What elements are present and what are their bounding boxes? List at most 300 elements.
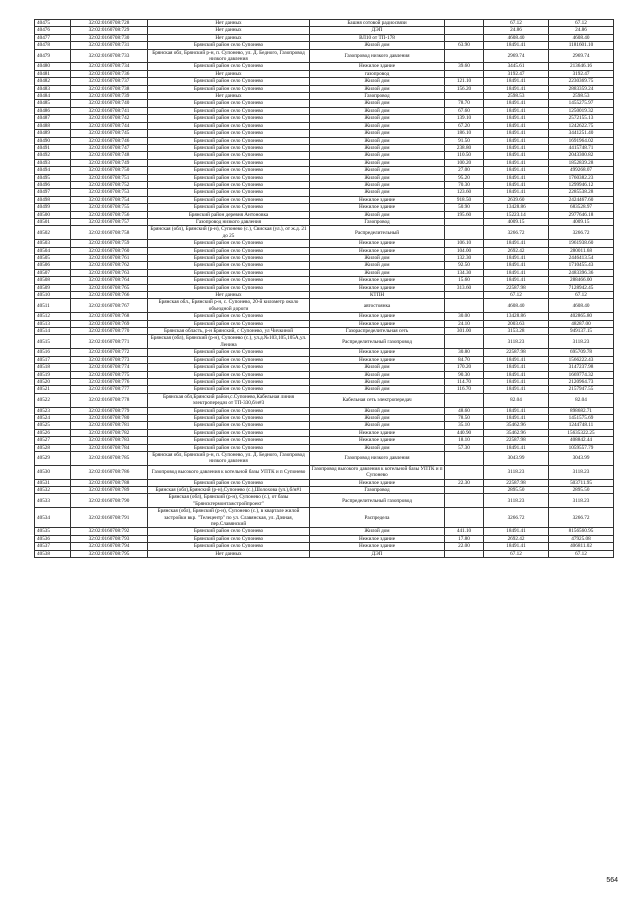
object-type-cell: Нежилое здание <box>310 429 445 436</box>
object-type-cell: Газопровод <box>310 218 445 225</box>
area-cell <box>445 494 484 508</box>
cadastral-value-cell: 1669774.32 <box>549 371 614 378</box>
area-cell <box>445 508 484 528</box>
row-number-cell: 40496 <box>35 181 71 188</box>
cadastral-value-cell: 2043300.82 <box>549 152 614 159</box>
address-cell: Брянский район село Супонево <box>148 284 310 291</box>
address-cell: Брянская (обл), Брянский (р-н), Супонево (с.), в квартале жилой застройки вкр. "Телецентр" по ул. Славянская, ул. Дачная, пер.Славянский <box>148 508 310 528</box>
table-row <box>35 196 614 203</box>
cadastral-number-cell: 32:02:0160708:762 <box>71 262 148 269</box>
unit-value-cell: 3266.72 <box>484 226 549 240</box>
address-cell: Брянский район село Супонево <box>148 85 310 92</box>
table-row <box>35 34 614 41</box>
object-type-cell: Жилой дом <box>310 414 445 421</box>
table-row <box>35 122 614 129</box>
cadastral-value-cell: 1451575.69 <box>549 414 614 421</box>
unit-value-cell: 18491.41 <box>484 130 549 137</box>
row-number-cell: 40502 <box>35 226 71 240</box>
cadastral-value-cell: 288466.00 <box>549 277 614 284</box>
row-number-cell: 40490 <box>35 137 71 144</box>
row-number-cell: 40488 <box>35 122 71 129</box>
object-type-cell: КТПН <box>310 292 445 299</box>
object-type-cell: Жилой дом <box>310 85 445 92</box>
row-number-cell: 40482 <box>35 78 71 85</box>
address-cell: Брянская (обл), Брянский (р-н), Супонево (с.), Свиская (ул.), от ж.д. 21 до 25 <box>148 226 310 240</box>
area-cell: 30.00 <box>445 313 484 320</box>
cadastral-number-cell: 32:02:0160708:775 <box>71 371 148 378</box>
cadastral-number-cell: 32:02:0160708:745 <box>71 130 148 137</box>
row-number-cell: 40480 <box>35 63 71 70</box>
object-type-cell: Жилой дом <box>310 181 445 188</box>
row-number-cell: 40522 <box>35 393 71 407</box>
address-cell: Брянский район село Супонево <box>148 115 310 122</box>
page-number: 564 <box>606 877 618 884</box>
area-cell: 100.20 <box>445 159 484 166</box>
cadastral-number-cell: 32:02:0160708:764 <box>71 277 148 284</box>
address-cell: Брянский район село Супонево <box>148 437 310 444</box>
address-cell: Брянский район село Супонево <box>148 174 310 181</box>
cadastral-value-cell: 1242622.75 <box>549 122 614 129</box>
object-type-cell: ВЛ10 от ТП-178 <box>310 34 445 41</box>
address-cell: Брянский район село Супонево <box>148 444 310 451</box>
cadastral-value-cell: 2483396.36 <box>549 269 614 276</box>
row-number-cell: 40521 <box>35 386 71 393</box>
table-row <box>35 320 614 327</box>
table-row <box>35 444 614 451</box>
unit-value-cell: 18491.41 <box>484 167 549 174</box>
area-cell: 67.20 <box>445 122 484 129</box>
row-number-cell: 40527 <box>35 437 71 444</box>
area-cell: 92.50 <box>445 262 484 269</box>
cadastral-number-cell: 32:02:0160708:731 <box>71 42 148 49</box>
table-row <box>35 292 614 299</box>
row-number-cell: 40504 <box>35 247 71 254</box>
cadastral-value-cell: 898682.71 <box>549 407 614 414</box>
unit-value-cell: 4608.40 <box>484 34 549 41</box>
object-type-cell: Нежилое здание <box>310 349 445 356</box>
cadastral-value-cell: 82.04 <box>549 393 614 407</box>
area-cell: 156.20 <box>445 85 484 92</box>
area-cell: 35.10 <box>445 422 484 429</box>
object-type-cell: Жилой дом <box>310 152 445 159</box>
area-cell: 121.10 <box>445 78 484 85</box>
area-cell <box>445 20 484 27</box>
area-cell <box>445 218 484 225</box>
address-cell: Нет данных <box>148 292 310 299</box>
address-cell: Нет данных <box>148 93 310 100</box>
table-row <box>35 356 614 363</box>
cadastral-value-cell: 1710455.43 <box>549 262 614 269</box>
area-cell: 186.10 <box>445 130 484 137</box>
table-row <box>35 479 614 486</box>
cadastral-number-cell: 32:02:0160708:757 <box>71 218 148 225</box>
cadastral-number-cell: 32:02:0160708:778 <box>71 393 148 407</box>
cadastral-number-cell: 32:02:0160708:786 <box>71 465 148 479</box>
area-cell: 18.10 <box>445 437 484 444</box>
area-cell: 195.60 <box>445 211 484 218</box>
cadastral-value-cell: 2446413.54 <box>549 255 614 262</box>
cadastral-number-cell: 32:02:0160708:773 <box>71 356 148 363</box>
cadastral-number-cell: 32:02:0160708:759 <box>71 240 148 247</box>
cadastral-register-table <box>34 19 614 558</box>
unit-value-cell: 2895.50 <box>484 487 549 494</box>
object-type-cell: Жилой дом <box>310 130 445 137</box>
table-row <box>35 218 614 225</box>
address-cell: Брянский район село Супонево <box>148 528 310 535</box>
unit-value-cell: 2639.60 <box>484 196 549 203</box>
unit-value-cell: 18491.41 <box>484 364 549 371</box>
cadastral-value-cell: 4009.15 <box>549 218 614 225</box>
row-number-cell: 40498 <box>35 196 71 203</box>
table-row <box>35 487 614 494</box>
table-row <box>35 277 614 284</box>
unit-value-cell: 3118.23 <box>484 465 549 479</box>
address-cell: Брянский район село Супонево <box>148 356 310 363</box>
address-cell: Брянский район село Супонево <box>148 167 310 174</box>
cadastral-number-cell: 32:02:0160708:793 <box>71 535 148 542</box>
object-type-cell: Нежилое здание <box>310 196 445 203</box>
row-number-cell: 40531 <box>35 479 71 486</box>
table-row <box>35 20 614 27</box>
table-row <box>35 364 614 371</box>
cadastral-number-cell: 32:02:0160708:771 <box>71 335 148 349</box>
table-row <box>35 181 614 188</box>
area-cell: 15.60 <box>445 277 484 284</box>
address-cell: Брянский район село Супонево <box>148 277 310 284</box>
object-type-cell: Газопровод <box>310 487 445 494</box>
row-number-cell: 40538 <box>35 550 71 557</box>
address-cell: Брянский район село Супонево <box>148 196 310 203</box>
unit-value-cell: 22587.98 <box>484 479 549 486</box>
cadastral-number-cell: 32:02:0160708:791 <box>71 508 148 528</box>
cadastral-value-cell: 280011.68 <box>549 247 614 254</box>
address-cell: Брянский район село Супонево <box>148 204 310 211</box>
table-row <box>35 451 614 465</box>
area-cell <box>445 550 484 557</box>
table-row <box>35 115 614 122</box>
table-row <box>35 407 614 414</box>
row-number-cell: 40518 <box>35 364 71 371</box>
cadastral-value-cell: 2120964.73 <box>549 378 614 385</box>
area-cell: 104.00 <box>445 247 484 254</box>
unit-value-cell: 18491.41 <box>484 444 549 451</box>
row-number-cell: 40494 <box>35 167 71 174</box>
cadastral-value-cell: 47925.08 <box>549 535 614 542</box>
unit-value-cell: 22587.98 <box>484 437 549 444</box>
row-number-cell: 40486 <box>35 107 71 114</box>
unit-value-cell: 18491.41 <box>484 85 549 92</box>
address-cell: Брянский район село Супонево <box>148 63 310 70</box>
object-type-cell: Газопровод <box>310 93 445 100</box>
area-cell: 238.80 <box>445 144 484 151</box>
area-cell <box>445 93 484 100</box>
area-cell: 84.70 <box>445 356 484 363</box>
area-cell: 918.50 <box>445 196 484 203</box>
area-cell <box>445 292 484 299</box>
object-type-cell: Жилой дом <box>310 115 445 122</box>
address-cell: Брянский район село Супонево <box>148 240 310 247</box>
object-type-cell: Газопровод высокого давления к котельной базы УПТК и п Супонево <box>311 465 443 479</box>
address-cell: Брянский район село Супонево <box>148 42 310 49</box>
object-type-cell: Кабельная сеть электропередач <box>310 393 445 407</box>
row-number-cell: 40516 <box>35 349 71 356</box>
row-number-cell: 40530 <box>35 465 71 479</box>
address-cell: Брянский район село Супонево <box>148 386 310 393</box>
unit-value-cell: 18491.41 <box>484 159 549 166</box>
object-type-cell: Жилой дом <box>310 159 445 166</box>
unit-value-cell: 15223.14 <box>484 211 549 218</box>
object-type-cell: Нежилое здание <box>310 543 445 550</box>
table-row <box>35 528 614 535</box>
row-number-cell: 40536 <box>35 535 71 542</box>
cadastral-number-cell: 32:02:0160708:754 <box>71 196 148 203</box>
address-cell: Брянский район деревня Антоновка <box>148 211 310 218</box>
cadastral-value-cell: 1250019.32 <box>549 107 614 114</box>
address-cell: Брянский район село Супонево <box>148 407 310 414</box>
unit-value-cell: 3192.47 <box>484 70 549 77</box>
address-cell: Нет данных <box>148 34 310 41</box>
unit-value-cell: 18491.41 <box>484 152 549 159</box>
address-cell: Брянская обл., Брянский р-н, с. Супонево, 20-й километр около объездной дороги <box>148 299 310 313</box>
cadastral-number-cell: 32:02:0160708:763 <box>71 269 148 276</box>
address-cell: Брянский район село Супонево <box>148 255 310 262</box>
unit-value-cell: 18491.41 <box>484 100 549 107</box>
object-type-cell: Газораспределительная сеть <box>310 328 445 335</box>
area-cell: 39.60 <box>445 63 484 70</box>
address-cell: Брянская обл, Брянский р-н, п. Супонево, ул. Д. Бедного, Газопровод низкого давления <box>148 49 310 63</box>
cadastral-value-cell: 2424467.60 <box>549 196 614 203</box>
unit-value-cell: 18491.41 <box>484 144 549 151</box>
cadastral-number-cell: 32:02:0160708:785 <box>71 451 148 465</box>
address-cell: Брянский район село Супонево <box>148 247 310 254</box>
table-row <box>35 49 614 63</box>
address-cell: Брянский район село Супонево <box>148 543 310 550</box>
unit-value-cell: 82.04 <box>484 393 549 407</box>
cadastral-value-cell: 1299946.12 <box>549 181 614 188</box>
cadastral-value-cell: 4415748.71 <box>549 144 614 151</box>
object-type-cell: Жилой дом <box>310 364 445 371</box>
cadastral-value-cell: 949137.15 <box>549 328 614 335</box>
table-row <box>35 152 614 159</box>
unit-value-cell: 18491.41 <box>484 414 549 421</box>
unit-value-cell: 18491.41 <box>484 356 549 363</box>
address-cell: Брянский район село Супонево <box>148 320 310 327</box>
cadastral-value-cell: 8156560.95 <box>549 528 614 535</box>
unit-value-cell: 35462.96 <box>484 429 549 436</box>
table-row <box>35 63 614 70</box>
row-number-cell: 40529 <box>35 451 71 465</box>
area-cell: 313.60 <box>445 284 484 291</box>
address-cell: Брянский район село Супонево <box>148 78 310 85</box>
object-type-cell: Газопровод низкого давления <box>310 451 445 465</box>
unit-value-cell: 4009.15 <box>484 218 549 225</box>
row-number-cell: 40491 <box>35 144 71 151</box>
cadastral-value-cell: 24.86 <box>549 27 614 34</box>
address-cell: Брянский район село Супонево <box>148 364 310 371</box>
table-row <box>35 550 614 557</box>
row-number-cell: 40475 <box>35 20 71 27</box>
table-row <box>35 70 614 77</box>
unit-value-cell: 2692.42 <box>484 535 549 542</box>
unit-value-cell: 18491.41 <box>484 543 549 550</box>
table-row <box>35 422 614 429</box>
cadastral-value-cell: 2157947.55 <box>549 386 614 393</box>
cadastral-value-cell: 1181601.10 <box>549 42 614 49</box>
unit-value-cell: 18491.41 <box>484 386 549 393</box>
unit-value-cell: 3445.61 <box>484 63 549 70</box>
cadastral-value-cell: 503711.95 <box>549 479 614 486</box>
unit-value-cell: 18491.41 <box>484 189 549 196</box>
table-row <box>35 349 614 356</box>
object-type-cell: Жилой дом <box>310 122 445 129</box>
address-cell: Брянская область, р-н Брянский, с Супонево, ул Чичкиной <box>148 328 310 335</box>
cadastral-value-cell: 499268.07 <box>549 167 614 174</box>
unit-value-cell: 3153.28 <box>484 328 549 335</box>
address-cell: Брянский район село Супонево <box>148 429 310 436</box>
area-cell: 132.30 <box>445 255 484 262</box>
cadastral-number-cell: 32:02:0160708:795 <box>71 550 148 557</box>
cadastral-number-cell: 32:02:0160708:777 <box>71 386 148 393</box>
cadastral-number-cell: 32:02:0160708:767 <box>71 299 148 313</box>
cadastral-value-cell: 2572155.13 <box>549 115 614 122</box>
area-cell: 110.50 <box>445 152 484 159</box>
unit-value-cell: 22587.98 <box>484 349 549 356</box>
cadastral-value-cell: 3192.47 <box>549 70 614 77</box>
area-cell <box>445 465 484 479</box>
cadastral-number-cell: 32:02:0160708:783 <box>71 437 148 444</box>
address-cell: Брянский район село Супонево <box>148 535 310 542</box>
cadastral-number-cell: 32:02:0160708:768 <box>71 313 148 320</box>
area-cell: 67.60 <box>445 107 484 114</box>
address-cell: Брянский район село Супонево <box>148 378 310 385</box>
unit-value-cell: 18491.41 <box>484 255 549 262</box>
cadastral-value-cell: 4608.40 <box>549 34 614 41</box>
address-cell: Брянский район село Супонево <box>148 181 310 188</box>
object-type-cell: Жилой дом <box>310 407 445 414</box>
area-cell <box>445 70 484 77</box>
row-number-cell: 40478 <box>35 42 71 49</box>
address-cell: Нет данных <box>148 550 310 557</box>
table-row <box>35 204 614 211</box>
row-number-cell: 40524 <box>35 414 71 421</box>
unit-value-cell: 67.12 <box>484 550 549 557</box>
object-type-cell: Нежилое здание <box>310 320 445 327</box>
area-cell <box>445 451 484 465</box>
cadastral-value-cell: 4608.40 <box>549 299 614 313</box>
cadastral-value-cell: 2285538.28 <box>549 189 614 196</box>
cadastral-value-cell: 3118.23 <box>549 335 614 349</box>
address-cell: Брянская обл,Брянский район,с.Супонево,Кабельная линия электропередач от ТП-330,б/н#3 <box>148 393 310 407</box>
object-type-cell: Распредела <box>310 508 445 528</box>
area-cell <box>445 34 484 41</box>
unit-value-cell: 67.12 <box>484 292 549 299</box>
object-type-cell: ДЭП <box>310 27 445 34</box>
cadastral-number-cell: 32:02:0160708:772 <box>71 349 148 356</box>
object-type-cell: Жилой дом <box>310 42 445 49</box>
address-cell: Брянский район село Супонево <box>148 371 310 378</box>
table-row <box>35 429 614 436</box>
unit-value-cell: 67.12 <box>484 20 549 27</box>
cadastral-value-cell: 15635322.25 <box>549 429 614 436</box>
row-number-cell: 40513 <box>35 320 71 327</box>
object-type-cell: Нежилое здание <box>310 284 445 291</box>
cadastral-value-cell: 3441251.40 <box>549 130 614 137</box>
cadastral-value-cell: 406811.02 <box>549 543 614 550</box>
area-cell: 301.00 <box>445 328 484 335</box>
cadastral-number-cell: 32:02:0160708:752 <box>71 181 148 188</box>
table-row <box>35 159 614 166</box>
row-number-cell: 40515 <box>35 335 71 349</box>
cadastral-number-cell: 32:02:0160708:741 <box>71 107 148 114</box>
area-cell: 95.20 <box>445 174 484 181</box>
table-row <box>35 93 614 100</box>
row-number-cell: 40537 <box>35 543 71 550</box>
object-type-cell: Жилой дом <box>310 144 445 151</box>
cadastral-number-cell: 32:02:0160708:744 <box>71 122 148 129</box>
address-cell: Брянский район село Супонево <box>148 479 310 486</box>
unit-value-cell: 13428.86 <box>484 313 549 320</box>
address-cell: Брянская (обл),Брянский (р-н),Супонево (с.),Шолохова (ул.),б/н#1 <box>148 487 310 494</box>
area-cell: 116.70 <box>445 386 484 393</box>
address-cell: Брянский район село Супонево <box>148 189 310 196</box>
cadastral-value-cell: 1760382.23 <box>549 174 614 181</box>
unit-value-cell: 3118.23 <box>484 494 549 508</box>
address-cell: Брянский район село Супонево <box>148 422 310 429</box>
cadastral-value-cell: 48287.00 <box>549 320 614 327</box>
unit-value-cell: 3118.23 <box>484 335 549 349</box>
row-number-cell: 40509 <box>35 284 71 291</box>
row-number-cell: 40519 <box>35 371 71 378</box>
table-row <box>35 137 614 144</box>
row-number-cell: 40532 <box>35 487 71 494</box>
unit-value-cell: 3043.99 <box>484 451 549 465</box>
cadastral-number-cell: 32:02:0160708:784 <box>71 444 148 451</box>
table-row <box>35 299 614 313</box>
table-row <box>35 262 614 269</box>
table-row <box>35 42 614 49</box>
cadastral-value-cell: 1961938.60 <box>549 240 614 247</box>
unit-value-cell: 18491.41 <box>484 378 549 385</box>
cadastral-number-cell: 32:02:0160708:760 <box>71 247 148 254</box>
cadastral-value-cell: 3118.23 <box>549 465 614 479</box>
address-cell: Брянский район село Супонево <box>148 269 310 276</box>
address-cell: Нет данных <box>148 70 310 77</box>
row-number-cell: 40526 <box>35 429 71 436</box>
cadastral-number-cell: 32:02:0160708:736 <box>71 70 148 77</box>
object-type-cell: Распределительный газопровод <box>310 335 445 349</box>
cadastral-value-cell: 683528.97 <box>549 204 614 211</box>
area-cell <box>445 49 484 63</box>
cadastral-number-cell: 32:02:0160708:737 <box>71 78 148 85</box>
cadastral-value-cell: 2230369.75 <box>549 78 614 85</box>
table-row <box>35 508 614 528</box>
cadastral-number-cell: 32:02:0160708:756 <box>71 211 148 218</box>
cadastral-number-cell: 32:02:0160708:765 <box>71 284 148 291</box>
address-cell: Брянский район село Супонево <box>148 414 310 421</box>
row-number-cell: 40481 <box>35 70 71 77</box>
object-type-cell: Жилой дом <box>310 174 445 181</box>
unit-value-cell: 18491.41 <box>484 262 549 269</box>
unit-value-cell: 18491.41 <box>484 269 549 276</box>
area-cell: 78.50 <box>445 414 484 421</box>
row-number-cell: 40505 <box>35 255 71 262</box>
cadastral-number-cell: 32:02:0160708:749 <box>71 159 148 166</box>
object-type-cell: Жилой дом <box>310 371 445 378</box>
area-cell: 139.10 <box>445 115 484 122</box>
table-row <box>35 226 614 240</box>
row-number-cell: 40479 <box>35 49 71 63</box>
register-table-body <box>35 20 614 558</box>
